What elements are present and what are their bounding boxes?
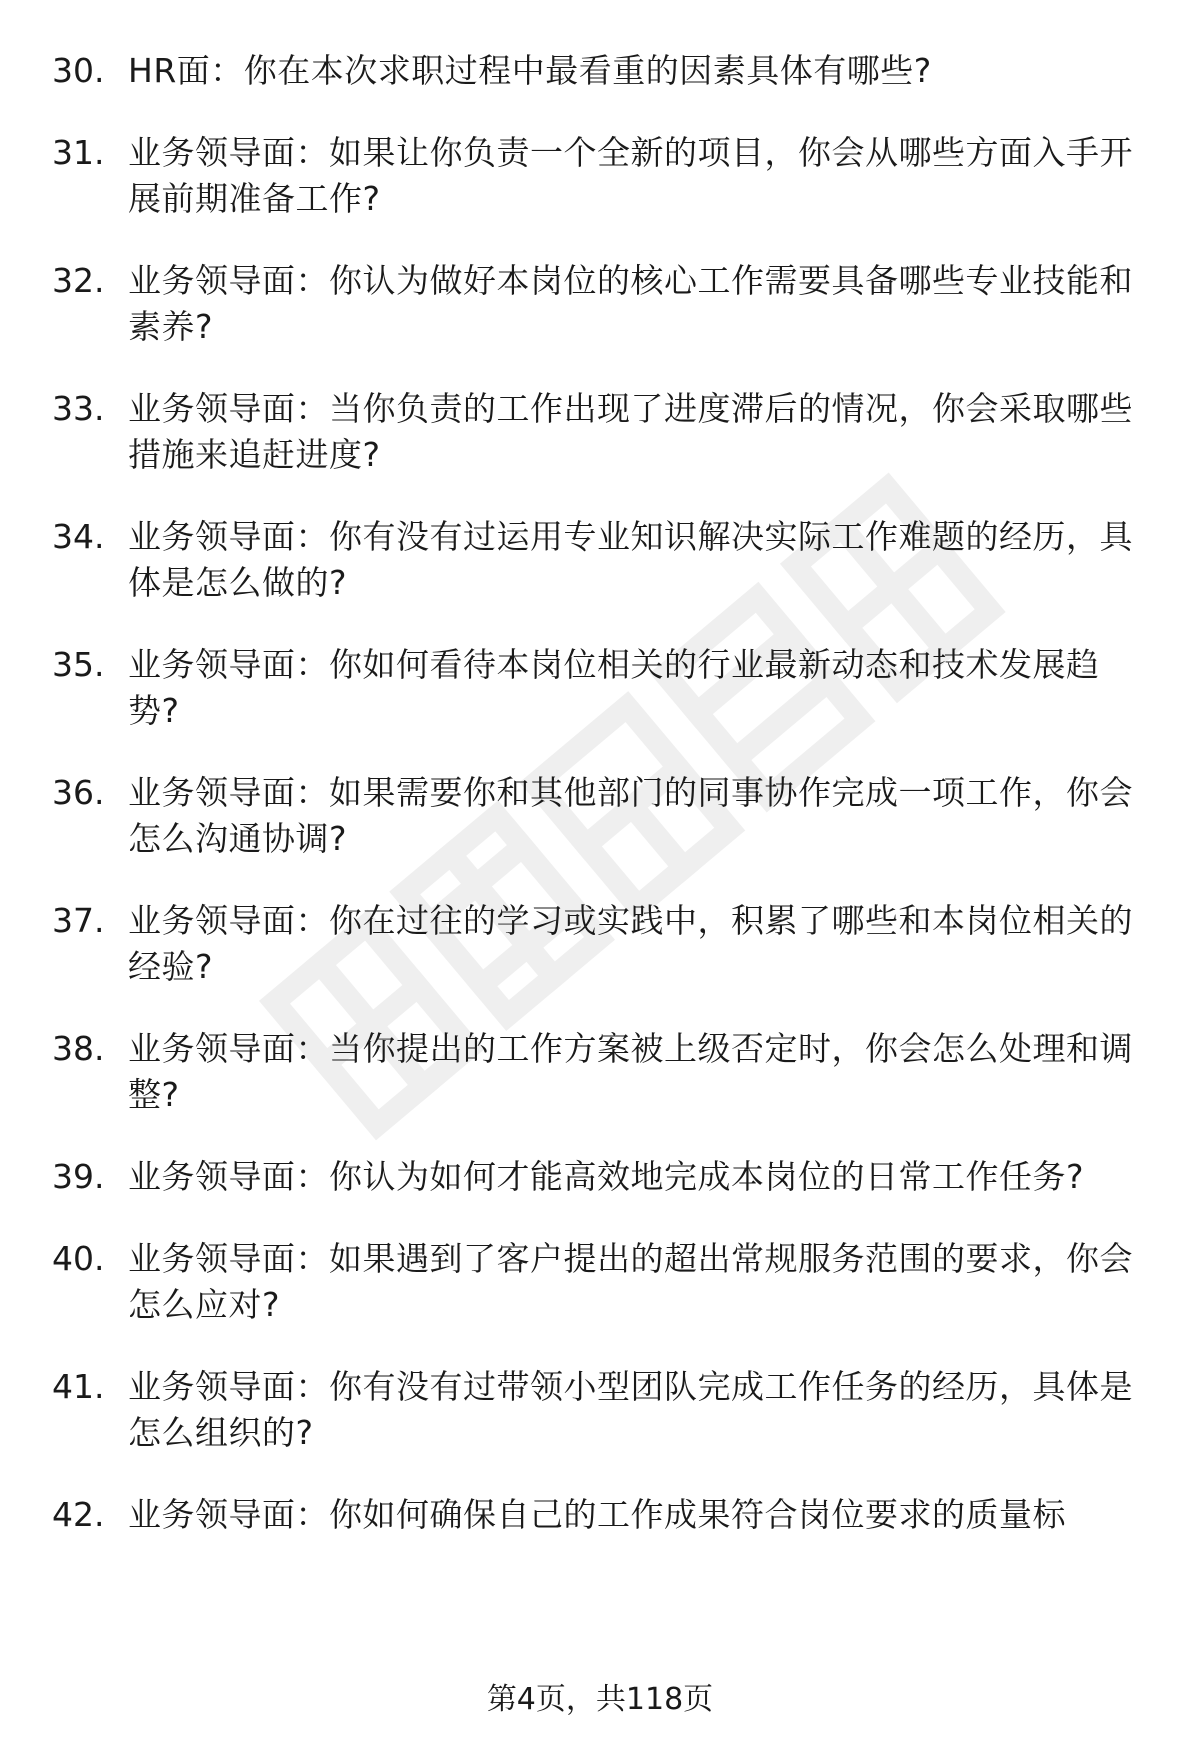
question-number: 35.: [52, 645, 105, 684]
question-number: 40.: [52, 1239, 105, 1278]
question-number: 41.: [52, 1367, 105, 1406]
question-number: 30.: [52, 51, 105, 90]
question-item: [0, 1364, 1200, 1456]
question-item: [0, 642, 1200, 734]
question-text: 业务领导面：你有没有过运用专业知识解决实际工作难题的经历，具体是怎么做的?: [128, 517, 1133, 602]
question-number: 38.: [52, 1029, 105, 1068]
question-text: 业务领导面：如果遇到了客户提出的超出常规服务范围的要求，你会怎么应对?: [128, 1239, 1133, 1324]
question-text: 业务领导面：你认为做好本岗位的核心工作需要具备哪些专业技能和素养?: [128, 261, 1133, 346]
question-number: 33.: [52, 389, 105, 428]
question-item: [0, 258, 1200, 350]
question-number: 36.: [52, 773, 105, 812]
question-text: 业务领导面：如果需要你和其他部门的同事协作完成一项工作，你会怎么沟通协调?: [128, 773, 1133, 858]
question-list: [0, 48, 1200, 1574]
question-text: 业务领导面：当你提出的工作方案被上级否定时，你会怎么处理和调整?: [128, 1029, 1133, 1114]
question-item: [0, 898, 1200, 990]
question-text: 业务领导面：你如何确保自己的工作成果符合岗位要求的质量标: [128, 1495, 1066, 1534]
question-item: [0, 48, 1200, 94]
question-number: 34.: [52, 517, 105, 556]
question-text: 业务领导面：你在过往的学习或实践中，积累了哪些和本岗位相关的经验?: [128, 901, 1133, 986]
question-text: 业务领导面：如果让你负责一个全新的项目，你会从哪些方面入手开展前期准备工作?: [128, 133, 1133, 218]
question-number: 32.: [52, 261, 105, 300]
question-item: [0, 130, 1200, 222]
question-item: [0, 514, 1200, 606]
question-item: [0, 770, 1200, 862]
question-item: [0, 1236, 1200, 1328]
question-item: [0, 1492, 1200, 1538]
question-item: [0, 1026, 1200, 1118]
question-item: [0, 1154, 1200, 1200]
question-item: [0, 386, 1200, 478]
question-number: 37.: [52, 901, 105, 940]
question-text: 业务领导面：当你负责的工作出现了进度滞后的情况，你会采取哪些措施来追赶进度?: [128, 389, 1133, 474]
question-number: 39.: [52, 1157, 105, 1196]
question-number: 31.: [52, 133, 105, 172]
page-number-footer: 第4页，共118页: [486, 1682, 714, 1717]
question-text: 业务领导面：你有没有过带领小型团队完成工作任务的经历，具体是怎么组织的?: [128, 1367, 1133, 1452]
question-number: 42.: [52, 1495, 105, 1534]
question-text: HR面：你在本次求职过程中最看重的因素具体有哪些?: [128, 51, 932, 90]
question-text: 业务领导面：你如何看待本岗位相关的行业最新动态和技术发展趋势?: [128, 645, 1100, 730]
question-text: 业务领导面：你认为如何才能高效地完成本岗位的日常工作任务?: [128, 1157, 1085, 1196]
